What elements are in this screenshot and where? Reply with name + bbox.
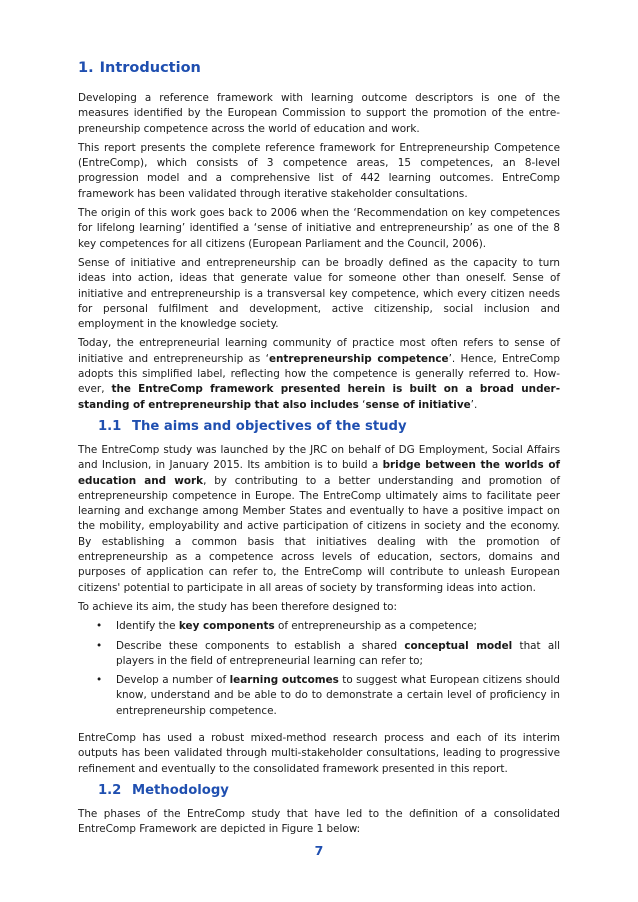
text-run: Today, the entrepreneurial learning community of practice most often refers to sense of initiative and entrepreneurship as ‘ xyxy=(78,337,560,365)
paragraph xyxy=(78,807,560,838)
text-run: This report presents the complete reference framework for Entrepreneurship Competence (EntreComp), which consists of 3 competence areas, 15 competences, an 8-level progression model and a comprehensive list of 442 learning outcomes. EntreComp framework has been validated through iterative stakeholder consultations. xyxy=(78,141,560,200)
section-title: Introduction xyxy=(99,60,201,76)
section-heading-introduction xyxy=(78,58,560,78)
text-run: Developing a reference framework with learning outcome descriptors is one of the measures identified by the European Commission to support the promotion of the entrepreneurship competence across the world of education and work. xyxy=(78,92,560,135)
section-number: 1.1 xyxy=(98,418,122,434)
text-run: Develop a number of xyxy=(116,674,230,687)
text-run: to suggest what European citizens should know, understand and be able to do to demonstrate a certain level of proficiency in entrepreneurship competence. xyxy=(116,674,560,717)
aims-bullet-list xyxy=(78,619,560,719)
methodology-body xyxy=(78,807,560,838)
section-number: 1. xyxy=(78,60,94,76)
section-heading-aims xyxy=(98,417,560,437)
aims-body xyxy=(78,443,560,615)
section-title: Methodology xyxy=(131,782,229,798)
bold-text-run: entrepreneurship competence xyxy=(268,352,449,365)
paragraph xyxy=(78,336,560,412)
text-run: The phases of the EntreComp study that have led to the definition of a consolidated EntreComp Framework are depicted in Figure 1 below: xyxy=(78,807,560,836)
text-run: of entrepreneurship as a competence; xyxy=(274,620,478,633)
bold-text-run: sense of initiative xyxy=(365,398,471,411)
text-run: that all players in the field of entrepreneurial learning can refer to; xyxy=(116,639,560,667)
bold-text-run: key components xyxy=(178,620,275,633)
text-run: Describe these components to establish a shared xyxy=(116,639,405,652)
bold-text-run: the EntreComp framework presented herein is built on a broad understanding of entrepreneurship that also includes xyxy=(78,383,561,411)
text-run: Sense of initiative and entrepreneurship can be broadly defined as the capacity to turn ideas into action, ideas that generate value for someone other than oneself. Sense of initiative and entrepreneurship is a transversal key competence, which every citizen needs for personal fulfilment and development, active citizenship, social inclusion and employment in the knowledge society. xyxy=(78,256,560,331)
bullet-item xyxy=(78,639,560,670)
paragraph xyxy=(78,206,560,252)
bullet-icon: • xyxy=(96,674,103,687)
text-run: Identify the xyxy=(116,620,179,633)
text-run: , by contributing to a better understanding and promotion of entrepreneurship competence in Europe. The EntreComp ultimately aims to facilitate peer learning and exchange among Member States and eventually to have a positive impact on the mobility, employability and active participation of citizens in society and the economy. By establishing a common basis that initiatives dealing with the promotion of entrepreneurship as a competence across levels of education, sectors, domains and purposes of application can refer to, the EntreComp will contribute to unleash European citizens' potential to participate in all areas of society by transforming ideas into action. xyxy=(78,474,560,594)
text-run: ’. Hence, EntreComp adopts this simplified label, reflecting how the competence is generally referred to. However, xyxy=(78,352,561,396)
section-title: The aims and objectives of the study xyxy=(131,418,407,434)
bullet-item xyxy=(78,619,560,634)
paragraph xyxy=(78,443,560,596)
page-content xyxy=(78,58,560,841)
bullet-item xyxy=(78,673,560,719)
paragraph xyxy=(78,256,560,332)
page-number: 7 xyxy=(314,843,324,858)
bold-text-run: learning outcomes xyxy=(229,674,339,687)
introduction-body xyxy=(78,91,560,413)
aims-closing xyxy=(78,731,560,777)
section-heading-methodology xyxy=(98,781,560,801)
text-run: The EntreComp study was launched by the JRC on behalf of DG Employment, Social Affairs and Inclusion, in January 2015. Its ambition is to build a xyxy=(78,443,560,472)
bullet-icon: • xyxy=(96,620,103,633)
text-run: The origin of this work goes back to 2006 when the ‘Recommendation on key competences for lifelong learning’ identified a ‘sense of initiative and entrepreneurship’ as one of the 8 key competences for all citizens (European Parliament and the Council, 2006). xyxy=(78,207,560,250)
paragraph xyxy=(78,731,560,777)
bold-text-run: conceptual model xyxy=(404,639,513,652)
bullet-icon: • xyxy=(96,639,103,652)
bold-text-run: bridge between the worlds of education and work xyxy=(78,459,560,487)
paragraph xyxy=(78,141,560,202)
text-run: ‘ xyxy=(358,398,366,411)
paragraph xyxy=(78,91,560,137)
text-run: EntreComp has used a robust mixed-method research process and each of its interim outputs has been validated through multi-stakeholder consultations, leading to progressive refinement and eventually to the consolidated framework presented in this report. xyxy=(78,731,560,775)
text-run: To achieve its aim, the study has been therefore designed to: xyxy=(78,600,398,613)
paragraph xyxy=(78,600,560,615)
text-run: ’. xyxy=(470,398,478,411)
section-number: 1.2 xyxy=(98,782,122,798)
